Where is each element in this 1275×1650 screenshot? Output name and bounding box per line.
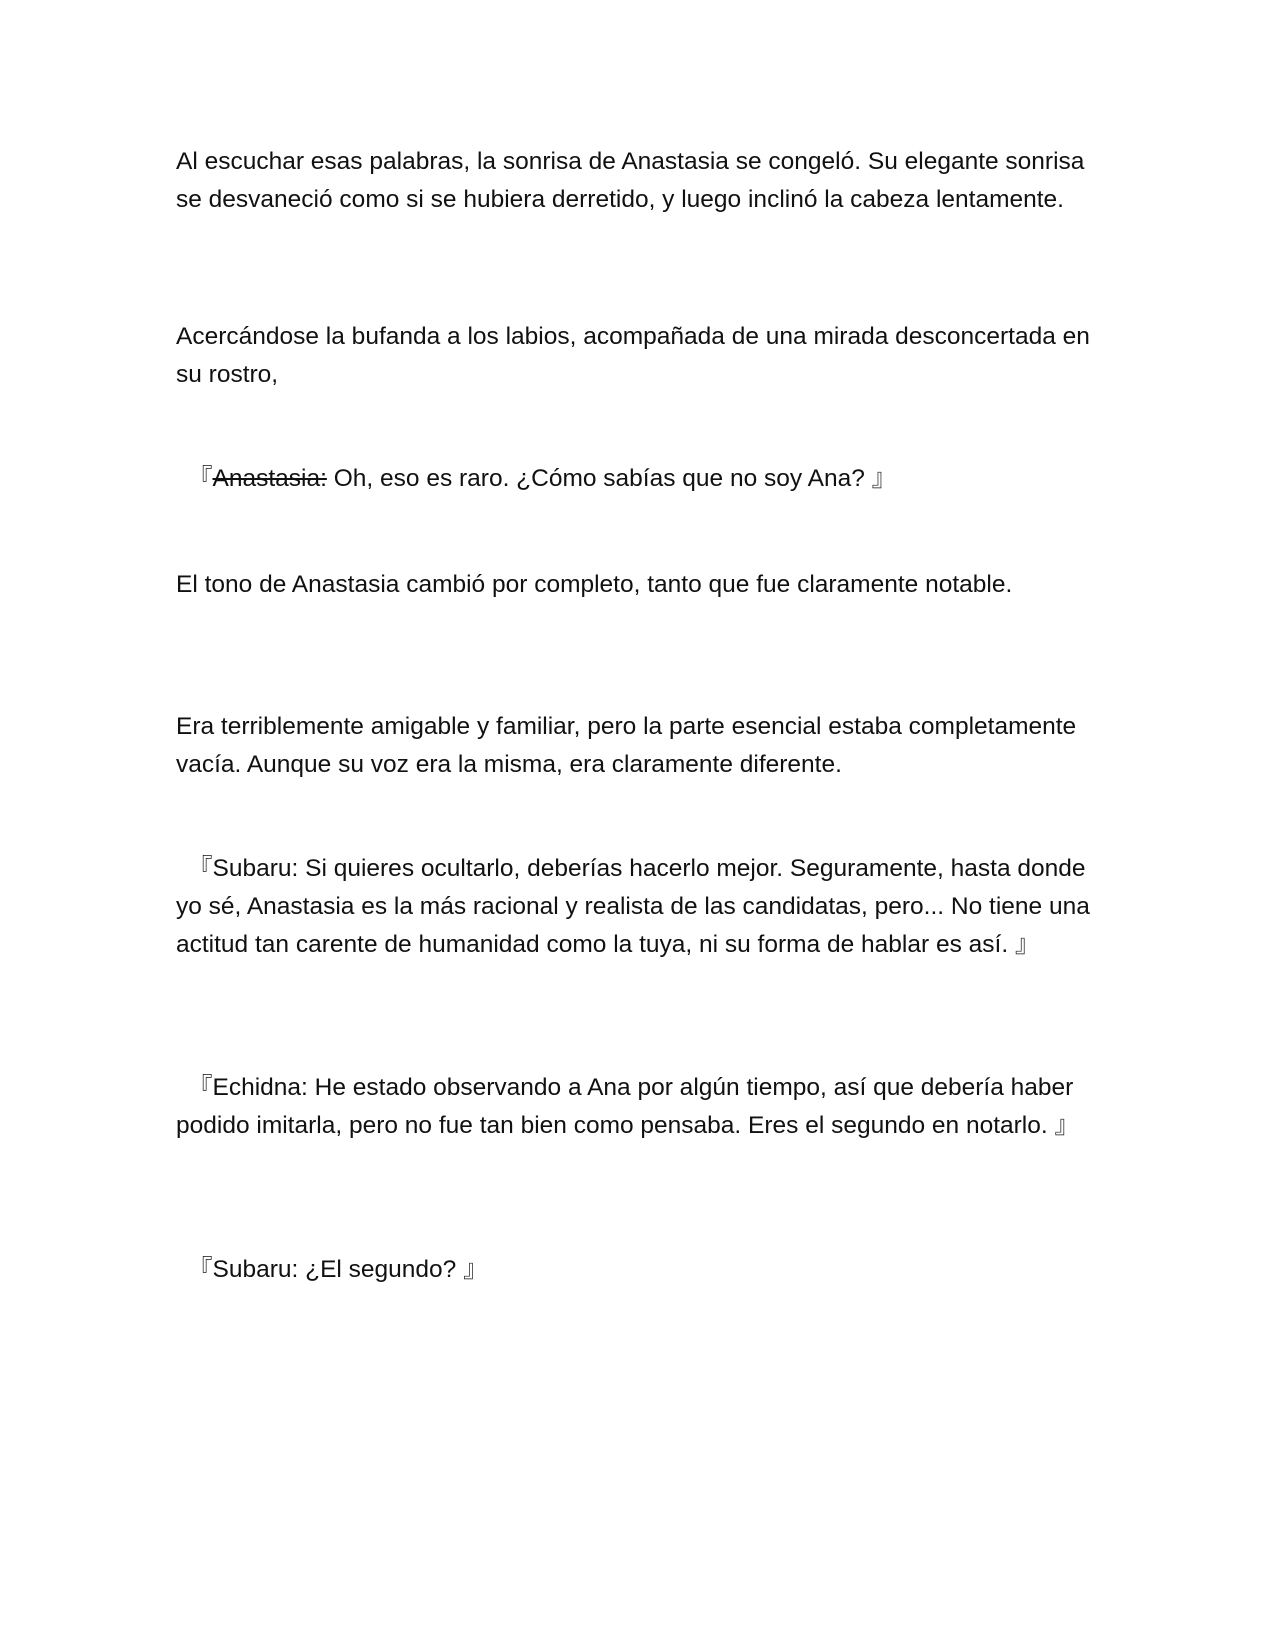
- paragraph-dialogue-subaru-1: [176, 850, 1106, 964]
- open-bracket: 『: [188, 1256, 213, 1283]
- paragraph-text: Subaru: ¿El segundo? 』: [212, 1256, 488, 1283]
- paragraph-text: El tono de Anastasia cambió por completo, tanto que fue claramente notable.: [176, 571, 1013, 598]
- struck-speaker-name: Anastasia:: [212, 465, 327, 492]
- paragraph-text: Al escuchar esas palabras, la sonrisa de Anastasia se congeló. Su elegante sonrisa se desvaneció como si se hubiera derretido, y luego inclinó la cabeza lentamente.: [176, 148, 1085, 213]
- paragraph-narration-1: [176, 143, 1106, 219]
- open-bracket: 『: [188, 1074, 213, 1101]
- paragraph-narration-3: [176, 566, 1106, 604]
- paragraph-text: Era terriblemente amigable y familiar, pero la parte esencial estaba completamente vacía. Aunque su voz era la misma, era claramente diferente.: [176, 713, 1077, 778]
- paragraph-dialogue-subaru-2: [176, 1251, 1106, 1289]
- open-bracket: 『: [188, 855, 213, 882]
- paragraph-dialogue-anastasia: [176, 460, 1106, 498]
- paragraph-narration-2: [176, 318, 1106, 394]
- paragraph-text: Echidna: He estado observando a Ana por algún tiempo, así que debería haber podido imitarla, pero no fue tan bien como pensaba. Eres el segundo en notarlo. 』: [176, 1074, 1079, 1139]
- paragraph-dialogue-echidna: [176, 1069, 1106, 1145]
- open-bracket: 『: [188, 465, 213, 492]
- paragraph-text: Subaru: Si quieres ocultarlo, deberías hacerlo mejor. Seguramente, hasta donde yo sé, Anastasia es la más racional y realista de las candidatas, pero... No tiene una actitud tan carente de humanidad como la tuya, ni su forma de hablar es así. 』: [176, 855, 1090, 958]
- paragraph-text: Acercándose la bufanda a los labios, acompañada de una mirada desconcertada en su rostro,: [176, 323, 1090, 388]
- paragraph-text: Oh, eso es raro. ¿Cómo sabías que no soy Ana? 』: [326, 465, 897, 492]
- paragraph-narration-4: [176, 708, 1106, 784]
